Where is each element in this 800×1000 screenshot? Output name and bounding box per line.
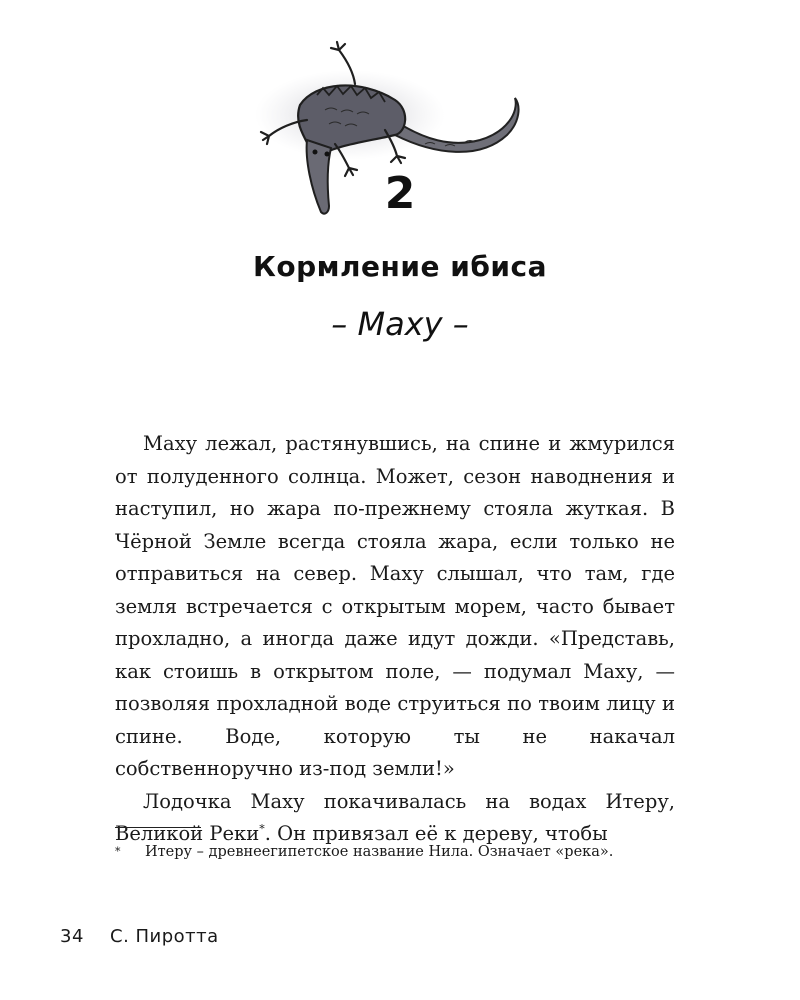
paragraph-text: Лодочка Маху покачивалась на водах Итеру, Великой Реки (115, 789, 675, 845)
footnote-mark: * (115, 845, 121, 858)
footnote-rule (115, 827, 201, 828)
paragraph: Маху лежал, растянувшись, на спине и жмурился от полуденного солнца. Может, сезон наводнения и наступил, но жара по-прежнему стояла жуткая. В Чёрной Земле всегда стояла жара, если только не отправиться на север. Маху слышал, что там, где земля встречается с открытым морем, часто бывает прохладно, а иногда даже идут дожди. «Представь, как стоишь в открытом поле, — подумал Маху, — позволяя прохладной воде струиться по твоим лицу и спине. Воде, которую ты не накачал собственноручно из-под земли!» (115, 432, 675, 780)
chapter-number: 2 (384, 168, 416, 219)
page-number: 34 (60, 926, 84, 947)
paragraph-text: . Он привязал её к дереву, чтобы (264, 822, 608, 845)
body-text (115, 428, 675, 851)
author-name: С. Пиротта (110, 926, 219, 947)
chapter-pov: – Маху – (331, 305, 469, 343)
footnote-text: Итеру – древнеегипетское название Нила. Означает «река». (145, 844, 614, 860)
chapter-title: Кормление ибиса (252, 250, 548, 283)
footnote (115, 842, 695, 862)
footnote-ref: * (259, 822, 265, 836)
paragraph (115, 786, 675, 851)
running-footer (60, 926, 219, 947)
